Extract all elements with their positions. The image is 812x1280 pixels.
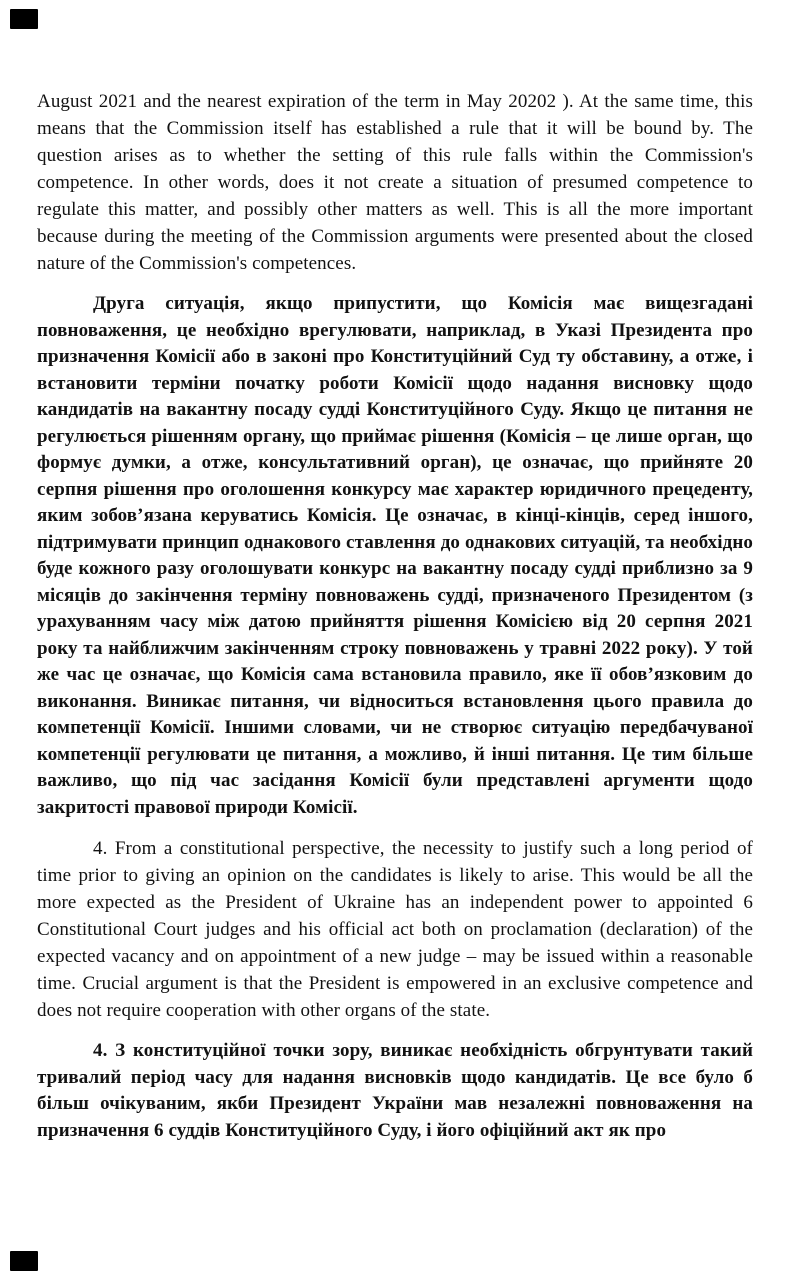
paragraph-english-continuation: August 2021 and the nearest expiration of the term in May 20202 ). At the same time, this means that the Commission itself has established a rule that it will be bound by. The question arises as to whether the setting of this rule falls within the Commission's competence. In other words, does it not create a situation of presumed competence to regulate this matter, and possibly other matters as well. This is all the more important because during the meeting of the Commission arguments were presented about the closed nature of the Commission's competences. <box>37 91 753 274</box>
paragraph-ukrainian-druha-sytuatsiia: Друга ситуація, якщо припустити, що Комісія має вищезгадані повноваження, це необхідно врегулювати, наприклад, в Указі Президента про призначення Комісії або в законі про Конституційний Суд ту обставину, а отже, і встановити терміни початку роботи Комісії щодо надання висновку щодо кандидатів на вакантну посаду судді Конституційного Суду. Якщо це питання не регулюється рішенням органу, що приймає рішення (Комісія – це лише орган, що формує думки, а отже, консультативний орган), це означає, що прийняте 20 серпня рішення про оголошення конкурсу має характер юридичного прецеденту, яким зобов’язана керуватись Комісія. Це означає, в кінці-кінців, серед іншого, підтримувати принцип однакового ставлення до однакових ситуацій, та необхідно буде кожного разу оголошувати конкурс на вакантну посаду судді приблизно за 9 місяців до закінчення терміну повноважень судді, призначеного Президентом (з урахуванням часу між датою прийняття рішення Комісією від 20 серпня 2021 року та найближчим закінченням строку повноважень у травні 2022 року). У той же час це означає, що Комісія сама встановила правило, яке її обов’язковим до виконання. Виникає питання, чи відноситься встановлення цього правила до компетенції Комісії. Іншими словами, чи не створює ситуацію передбачуваної компетенції регулювати це питання, а можливо, й інші питання. Це тим більше важливо, що під час засідання Комісії були представлені аргументи щодо закритості правової природи Комісії. <box>37 293 753 818</box>
scan-corner-mark-top-left <box>10 9 38 29</box>
paragraph-english-point-4: 4. From a constitutional perspective, the necessity to justify such a long period of time prior to giving an opinion on the candidates is likely to arise. This would be all the more expected as the President of Ukraine has an independent power to appointed 6 Constitutional Court judges and his official act both on proclamation (declaration) of the expected vacancy and on appointment of a new judge – may be issued within a reasonable time. Crucial argument is that the President is empowered in an exclusive competence and does not require cooperation with other organs of the state. <box>37 838 753 1021</box>
scan-corner-mark-bottom-left <box>10 1251 38 1271</box>
paragraph-ukrainian-point-4: 4. З конституційної точки зору, виникає необхідність обгрунтувати такий тривалий період часу для надання висновків щодо кандидатів. Це все було б більш очікуваним, якби Президент України мав незалежні повноваження на призначення 6 суддів Конституційного Суду, і його офіційний акт як про <box>37 1040 753 1141</box>
page-text <box>37 88 753 1158</box>
